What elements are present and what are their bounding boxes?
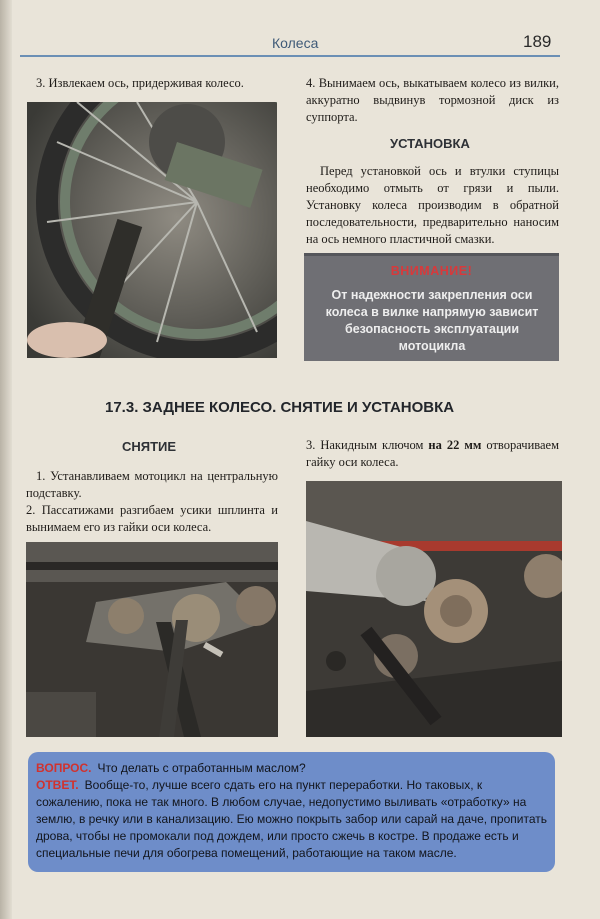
answer-label: ОТВЕТ. [36, 778, 79, 792]
warning-text: От надежности закрепления оси колеса в вилке напрямую зависит безопасность эксплуатации мотоцикла [325, 288, 539, 353]
qa-answer-block [36, 777, 550, 862]
wrench-axle-nut-photo [306, 481, 562, 737]
install-heading: УСТАНОВКА [390, 136, 470, 151]
warning-box [304, 253, 559, 361]
question-label: ВОПРОС. [36, 761, 92, 775]
header-rule [20, 55, 560, 57]
qa-content [36, 760, 550, 862]
pliers-cotter-pin-photo [26, 542, 278, 737]
qa-question-line [36, 760, 550, 777]
pliers-cotter-pin-photo-icon [26, 542, 278, 737]
install-text: Перед установкой ось и втулки ступицы необходимо отмыть от грязи и пыли. Установку колеса производим в обратной последовательности, предварительно наносим на ось немного пластичной смазки. [306, 164, 559, 246]
step-3-caption: 3. Извлекаем ось, придерживая колесо. [36, 76, 244, 90]
wheel-axle-photo [27, 102, 277, 358]
step-4-caption: 4. Вынимаем ось, выкатываем колесо из вилки, аккуратно выдвинув тормозной диск из суппорта. [306, 76, 559, 124]
removal-heading: СНЯТИЕ [122, 439, 177, 454]
step-3-rear-size: на 22 мм [428, 438, 482, 452]
qa-box [28, 752, 555, 872]
section-title: 17.3. ЗАДНЕЕ КОЛЕСО. СНЯТИЕ И УСТАНОВКА [105, 399, 455, 416]
warning-title: ВНИМАНИЕ! [390, 264, 473, 278]
answer-text: Вообще-то, лучше всего сдать его на пункт переработки. Но таковых, к сожалению, пока не так много. В любом случае, недопустимо выливать «отработку» на землю, в речку или в канализацию. Ею можно покрыть забор или сарай на даче, пропитать дрова, чтобы не промокали под дождем, или просто сжечь в костре. В продаже есть и специальные печи для обогрева помещений, работающие на таком масле. [36, 778, 547, 860]
running-header-title: Колеса [272, 35, 319, 51]
step-3-rear-caption [306, 437, 559, 471]
question-text: Что делать с отработанным маслом? [97, 761, 306, 775]
step-3-rear-suffix: отворачиваем гайку оси колеса. [306, 438, 560, 469]
step-3-rear-prefix: 3. Накидным ключом [306, 438, 429, 452]
wrench-axle-nut-photo-icon [306, 481, 562, 737]
book-spine-shadow [0, 0, 12, 919]
wheel-axle-photo-icon [27, 102, 277, 358]
removal-steps: 1. Устанавливаем мотоцикл на центральную подставку. 2. Пассатижами разгибаем усики шплинта и вынимаем его из гайки оси колеса. [26, 469, 278, 534]
page-number: 189 [523, 32, 552, 51]
